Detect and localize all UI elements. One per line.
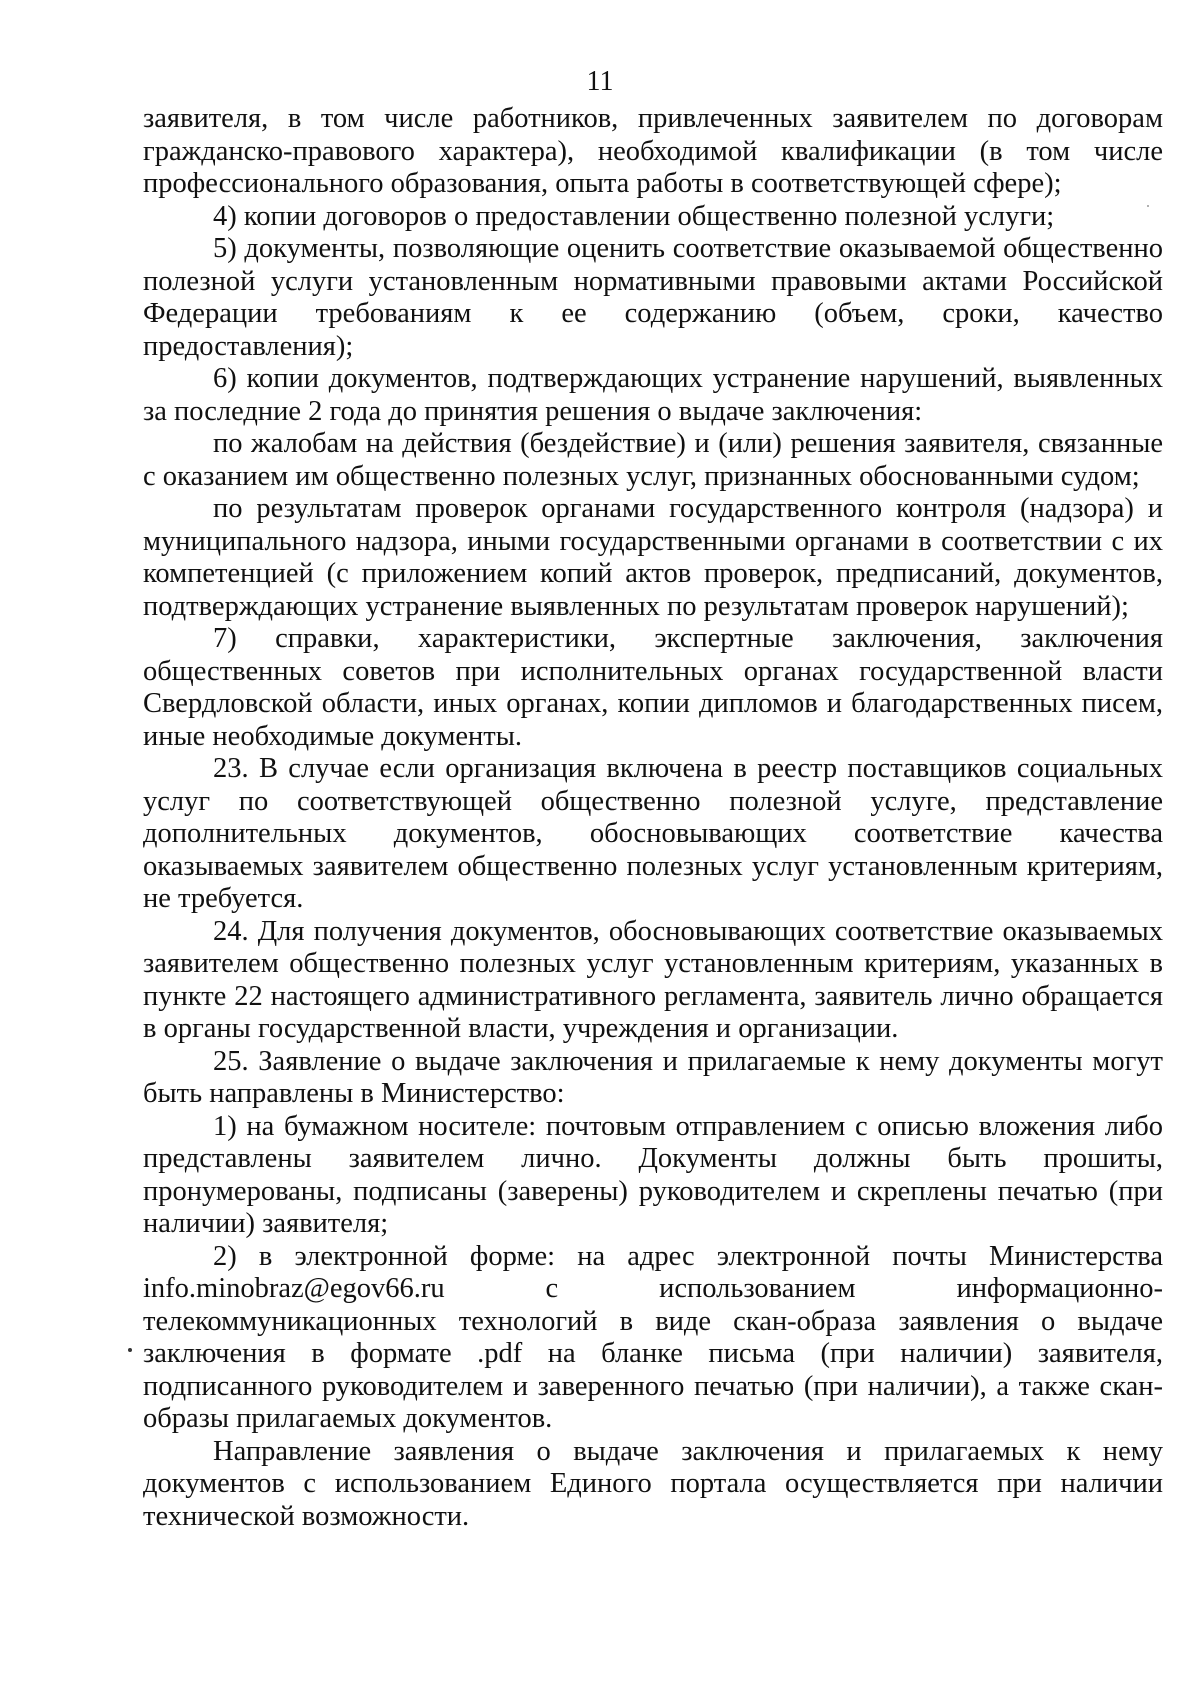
paragraph-clause-25: 25. Заявление о выдаче заключения и прилагаемые к нему документы могут быть направлены в Министерство: xyxy=(143,1045,1163,1109)
document-body xyxy=(143,103,1163,1533)
paragraph-continuation: заявителя, в том числе работников, привлеченных заявителем по договорам гражданско-правового характера), необходимой квалификации (в том числе профессионального образования, опыта работы в соответствующей сфере); xyxy=(143,103,1163,199)
paragraph-clause-25-item-1: 1) на бумажном носителе: почтовым отправлением с описью вложения либо представлены заявителем лично. Документы должны быть прошиты, пронумерованы, подписаны (заверены) руководителем и скреплены печатью (при наличии) заявителя; xyxy=(143,1110,1163,1239)
scan-dot-mark xyxy=(128,1348,132,1352)
paragraph-clause-25-item-2: 2) в электронной форме: на адрес электронной почты Министерства info.minobraz@egov66.ru с использованием информационно-телекоммуникационных технологий в виде скан-образа заявления о выдаче заключения в формате .pdf на бланке письма (при наличии) заявителя, подписанного руководителем и заверенного печатью (при наличии), а также скан-образы прилагаемых документов. xyxy=(143,1240,1163,1434)
paragraph-portal-submission: Направление заявления о выдаче заключения и прилагаемых к нему документов с использованием Единого портала осуществляется при наличии технической возможности. xyxy=(143,1435,1163,1532)
page-number: 11 xyxy=(586,66,614,97)
paragraph-clause-23: 23. В случае если организация включена в реестр поставщиков социальных услуг по соответствующей общественно полезной услуге, представление дополнительных документов, обосновывающих соответствие качества оказываемых заявителем общественно полезных услуг установленным критериям, не требуется. xyxy=(143,753,1163,914)
paragraph-item-6: 6) копии документов, подтверждающих устранение нарушений, выявленных за последние 2 года до принятия решения о выдаче заключения: xyxy=(143,363,1163,427)
scan-dot-mark-small xyxy=(1147,205,1149,207)
paragraph-inspections: по результатам проверок органами государственного контроля (надзора) и муниципального надзора, иными государственными органами в соответствии с их компетенцией (с приложением копий актов проверок, предписаний, документов, подтверждающих устранение выявленных по результатам проверок нарушений); xyxy=(143,493,1163,622)
paragraph-clause-24: 24. Для получения документов, обосновывающих соответствие оказываемых заявителем общественно полезных услуг установленным критериям, указанных в пункте 22 настоящего административного регламента, заявитель лично обращается в органы государственной власти, учреждения и организации. xyxy=(143,915,1163,1044)
paragraph-complaints: по жалобам на действия (бездействие) и (или) решения заявителя, связанные с оказанием им общественно полезных услуг, признанных обоснованными судом; xyxy=(143,428,1163,492)
paragraph-item-7: 7) справки, характеристики, экспертные заключения, заключения общественных советов при исполнительных органах государственной власти Свердловской области, иных органах, копии дипломов и благодарственных писем, иные необходимые документы. xyxy=(143,623,1163,752)
paragraph-item-5: 5) документы, позволяющие оценить соответствие оказываемой общественно полезной услуги установленным нормативными правовыми актами Российской Федерации требованиям к ее содержанию (объем, сроки, качество предоставления); xyxy=(143,233,1163,362)
paragraph-item-4: 4) копии договоров о предоставлении общественно полезной услуги; xyxy=(213,200,1055,232)
